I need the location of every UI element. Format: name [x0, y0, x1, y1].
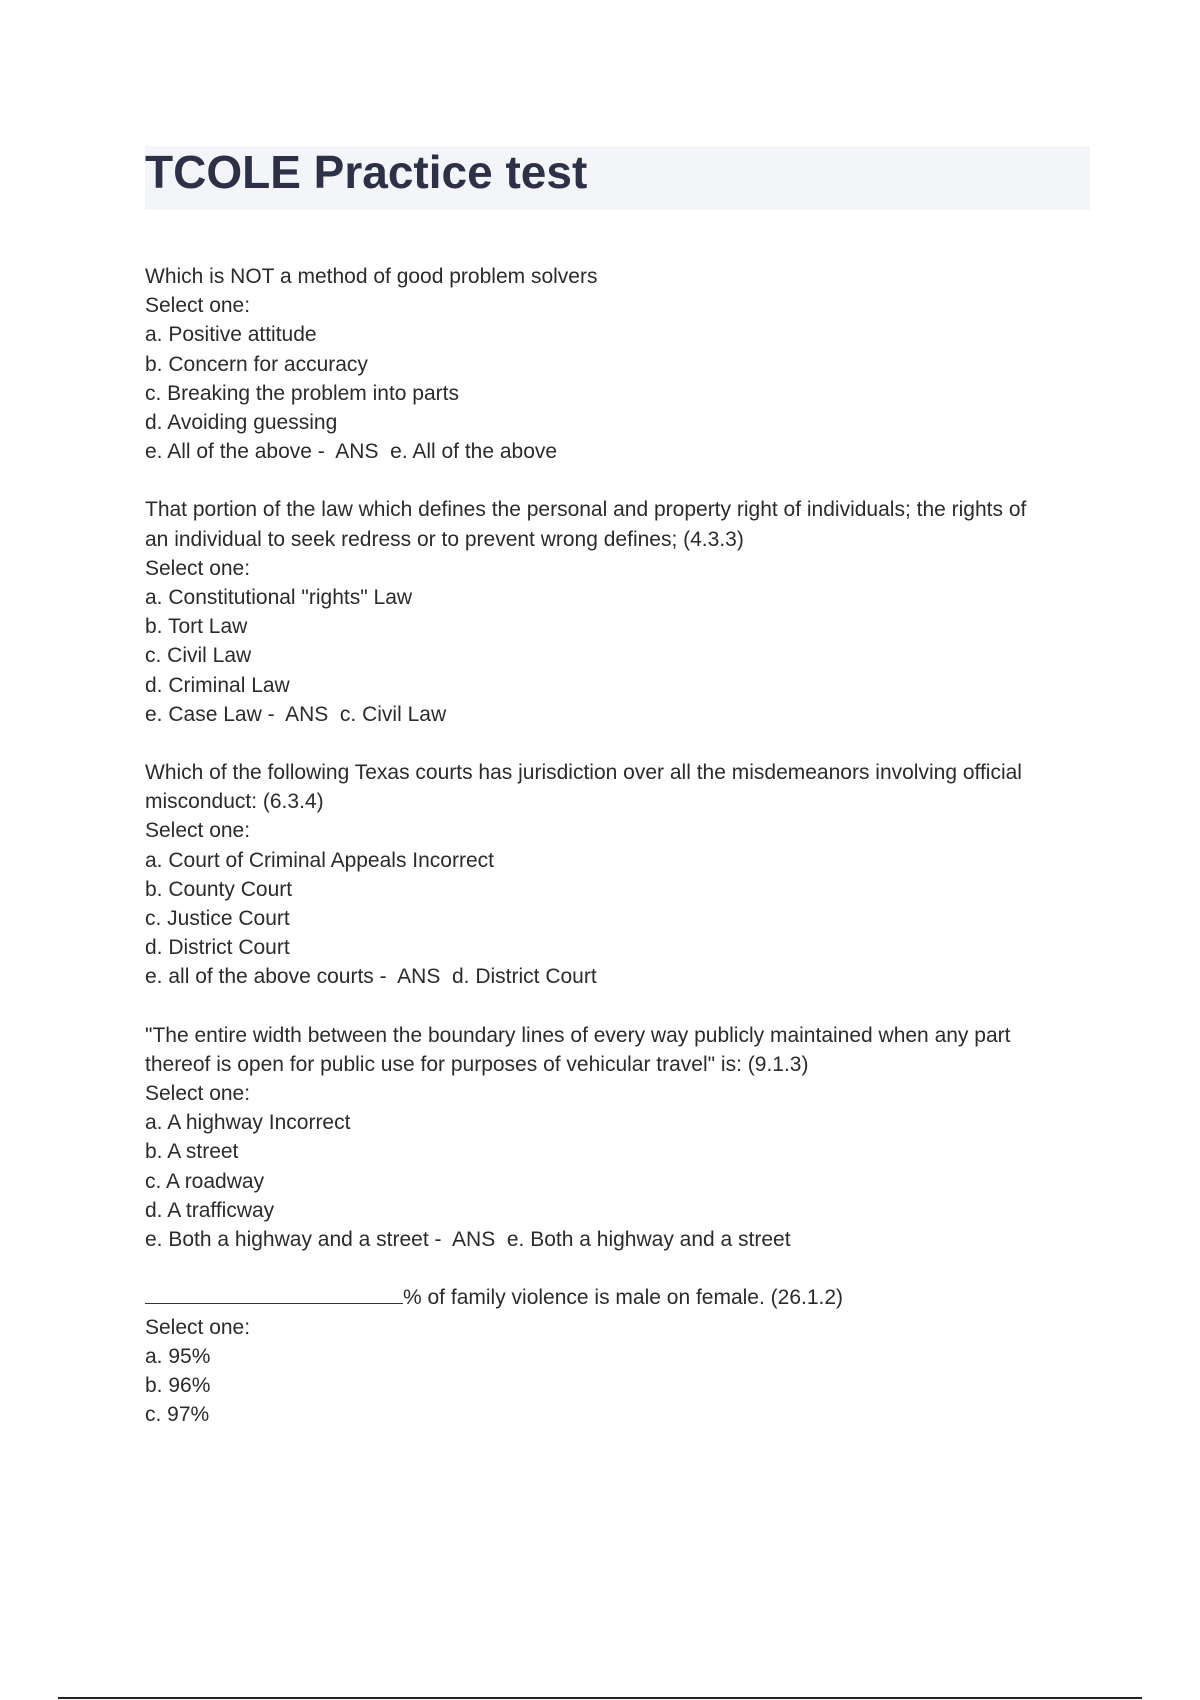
answer-option-d: d. A trafficway — [145, 1198, 275, 1222]
answer-option-a: a. Positive attitude — [145, 323, 317, 347]
answer-option-b: b. County Court — [145, 877, 293, 901]
question-3 — [145, 758, 1090, 992]
page-title: TCOLE Practice test — [145, 146, 588, 198]
answer-option-b: b. Concern for accuracy — [145, 352, 368, 376]
select-label: Select one: — [145, 556, 251, 580]
select-label: Select one: — [145, 294, 251, 318]
question-4 — [145, 1021, 1090, 1255]
answer-option-c: c. 97% — [145, 1403, 210, 1427]
answer-option-a: a. Court of Criminal Appeals Incorrect — [145, 848, 494, 872]
answer-option-c: c. A roadway — [145, 1169, 265, 1193]
answer-option-c: c. Civil Law — [145, 644, 252, 668]
answer-option-e: e. Both a highway and a street - ANS e. Both a highway and a street — [145, 1228, 791, 1252]
answer-option-e: e. All of the above - ANS e. All of the above — [145, 440, 558, 464]
answer-option-d: d. Criminal Law — [145, 673, 290, 697]
footer-divider — [58, 1697, 1142, 1699]
fill-in-blank — [145, 1283, 403, 1304]
answer-option-a: a. A highway Incorrect — [145, 1111, 351, 1135]
answer-option-c: c. Breaking the problem into parts — [145, 381, 459, 405]
question-text: Which of the following Texas courts has jurisdiction over all the misdemeanors involving official — [145, 761, 1022, 785]
question-text: thereof is open for public use for purposes of vehicular travel" is: (9.1.3) — [145, 1052, 809, 1076]
question-text: an individual to seek redress or to prevent wrong defines; (4.3.3) — [145, 527, 744, 551]
answer-option-c: c. Justice Court — [145, 907, 290, 931]
answer-option-d: d. District Court — [145, 936, 290, 960]
question-list — [145, 262, 1090, 1458]
answer-option-a: a. 95% — [145, 1344, 211, 1368]
answer-option-d: d. Avoiding guessing — [145, 411, 338, 435]
blank-suffix: % of family violence is male on female. (26.1.2) — [403, 1286, 844, 1310]
select-label: Select one: — [145, 1082, 251, 1106]
answer-option-b: b. 96% — [145, 1373, 211, 1397]
answer-option-e: e. all of the above courts - ANS d. District Court — [145, 965, 597, 989]
question-text: That portion of the law which defines the personal and property right of individuals; the rights of — [145, 498, 1027, 522]
select-label: Select one: — [145, 1315, 251, 1339]
answer-option-a: a. Constitutional "rights" Law — [145, 586, 413, 610]
question-5 — [145, 1283, 1090, 1429]
select-label: Select one: — [145, 819, 251, 843]
question-2 — [145, 495, 1090, 729]
answer-option-b: b. Tort Law — [145, 615, 248, 639]
answer-option-b: b. A street — [145, 1140, 239, 1164]
question-1 — [145, 262, 1090, 466]
question-text: "The entire width between the boundary lines of every way publicly maintained when any part — [145, 1023, 1011, 1047]
question-text: misconduct: (6.3.4) — [145, 790, 324, 814]
question-text: Which is NOT a method of good problem solvers — [145, 265, 598, 288]
answer-option-e: e. Case Law - ANS c. Civil Law — [145, 702, 447, 726]
question-text — [145, 1283, 1090, 1312]
